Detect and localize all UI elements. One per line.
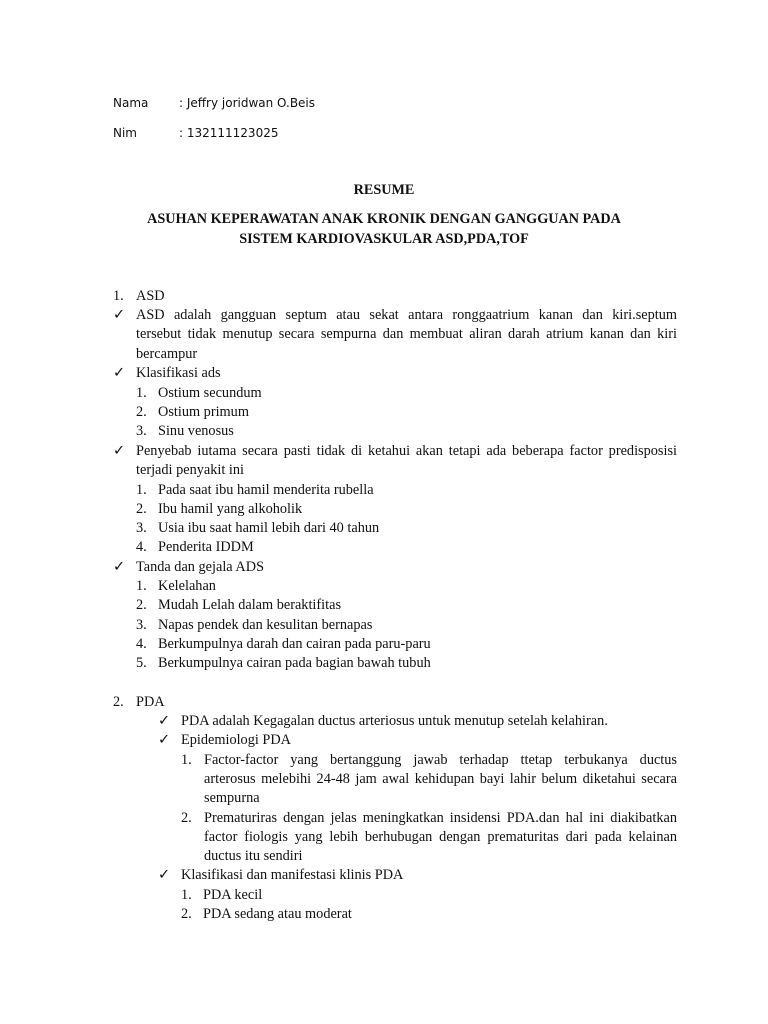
list-item: PDA kecil [203, 887, 263, 903]
list-number: 2. [136, 501, 147, 517]
check-icon: ✓ [113, 307, 125, 323]
list-number: 1. [136, 482, 147, 498]
nim-row [113, 124, 278, 143]
document-subtitle-line-1: ASUHAN KEPERAWATAN ANAK KRONIK DENGAN GANGGUAN PADA [147, 211, 621, 227]
list-item: Ostium primum [158, 404, 249, 420]
pda-epi-2-line-3: ductus itu sendiri [204, 848, 303, 864]
list-number: 2. [181, 810, 192, 826]
list-item: Berkumpulnya cairan pada bagian bawah tubuh [158, 655, 431, 671]
list-number: 3. [136, 423, 147, 439]
section-heading-pda: PDA [136, 694, 165, 710]
list-number: 4. [136, 539, 147, 555]
list-number: 1. [181, 752, 192, 768]
asd-tanda-heading: Tanda dan gejala ADS [136, 559, 265, 575]
check-icon: ✓ [113, 559, 125, 575]
list-number: 3. [136, 617, 147, 633]
check-icon: ✓ [113, 365, 125, 381]
nim-label: Nim [113, 126, 137, 140]
pda-definition: PDA adalah Kegagalan ductus arteriosus untuk menutup setelah kelahiran. [181, 713, 608, 729]
list-item: Usia ibu saat hamil lebih dari 40 tahun [158, 520, 380, 536]
list-item: Mudah Lelah dalam beraktifitas [158, 597, 342, 613]
resume-title: RESUME [353, 182, 415, 198]
list-number: 4. [136, 636, 147, 652]
check-icon: ✓ [113, 443, 125, 459]
asd-definition-line-1: ASD adalah gangguan septum atau sekat antara ronggaatrium kanan dan kiri.septum [136, 307, 677, 323]
list-number: 2. [136, 404, 147, 420]
asd-klasifikasi-heading: Klasifikasi ads [136, 365, 221, 381]
pda-epi-1-line-3: sempurna [204, 790, 260, 806]
list-number: 1. [136, 578, 147, 594]
check-icon: ✓ [158, 713, 170, 729]
list-number: 1. [136, 385, 147, 401]
asd-penyebab-line-1: Penyebab iutama secara pasti tidak di ketahui akan tetapi ada beberapa factor predisposisi [136, 443, 677, 459]
list-item: Ostium secundum [158, 385, 262, 401]
list-item: Napas pendek dan kesulitan bernapas [158, 617, 373, 633]
nim-value: : 132111123025 [179, 126, 279, 140]
asd-definition-line-2: tersebut tidak menutup secara sempurna dan membuat aliran darah atrium kanan dan kiri [136, 326, 677, 342]
list-number: 1. [181, 887, 192, 903]
pda-epi-1-line-1: Factor-factor yang bertanggung jawab terhadap ttetap terbukanya ductus [204, 752, 677, 768]
nama-value: : Jeffry joridwan O.Beis [179, 96, 316, 110]
pda-epi-1-line-2: arterosus melebihi 24-48 jam awal kehidupan bayi lahir belum diketahui secara [204, 771, 677, 787]
list-item: Penderita IDDM [158, 539, 254, 555]
list-item: PDA sedang atau moderat [203, 906, 352, 922]
list-item: Sinu venosus [158, 423, 234, 439]
nama-row [113, 94, 315, 113]
list-item: Pada saat ibu hamil menderita rubella [158, 482, 374, 498]
list-item: Ibu hamil yang alkoholik [158, 501, 303, 517]
list-number: 5. [136, 655, 147, 671]
asd-definition-line-3: bercampur [136, 346, 198, 362]
section-heading-asd: ASD [136, 288, 165, 304]
pda-klasifikasi-heading: Klasifikasi dan manifestasi klinis PDA [181, 867, 404, 883]
nama-label: Nama [113, 96, 149, 110]
section-number: 2. [113, 694, 124, 710]
list-number: 2. [181, 906, 192, 922]
pda-epi-2-line-1: Prematuriras dengan jelas meningkatkan insidensi PDA.dan hal ini diakibatkan [204, 810, 677, 826]
section-number: 1. [113, 288, 124, 304]
pda-epi-2-line-2: factor fiologis yang lebih berhubugan dengan prematuritas dari pada kelainan [204, 829, 677, 845]
check-icon: ✓ [158, 732, 170, 748]
list-number: 3. [136, 520, 147, 536]
list-item: Berkumpulnya darah dan cairan pada paru-paru [158, 636, 431, 652]
asd-penyebab-line-2: terjadi penyakit ini [136, 462, 244, 478]
pda-epidemiologi-heading: Epidemiologi PDA [181, 732, 292, 748]
check-icon: ✓ [158, 867, 170, 883]
list-number: 2. [136, 597, 147, 613]
document-subtitle-line-2: SISTEM KARDIOVASKULAR ASD,PDA,TOF [239, 231, 529, 247]
list-item: Kelelahan [158, 578, 216, 594]
